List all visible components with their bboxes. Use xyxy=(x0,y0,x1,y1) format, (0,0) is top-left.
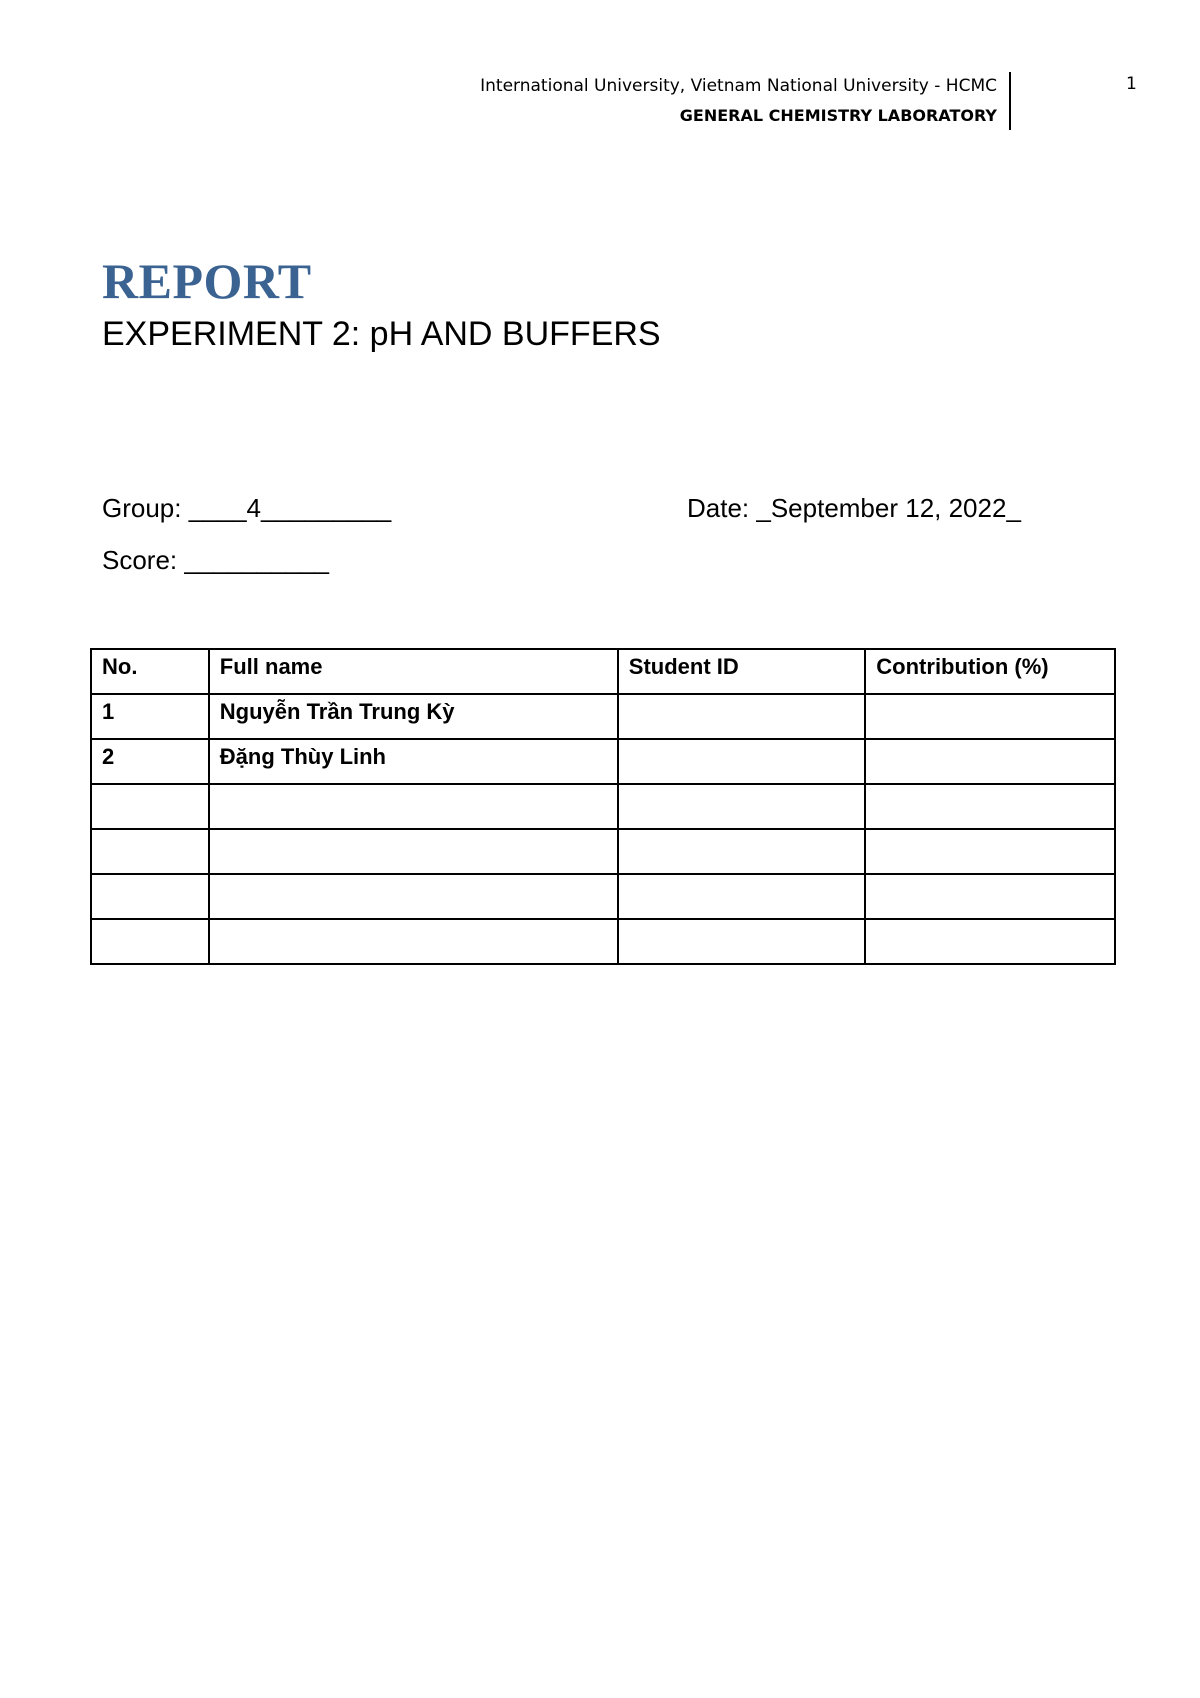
cell-student-id xyxy=(618,829,866,874)
cell-full-name: Đặng Thùy Linh xyxy=(209,739,618,784)
score-field: Score: __________ xyxy=(102,545,329,575)
cell-no xyxy=(91,874,209,919)
experiment-title: EXPERIMENT 2: pH AND BUFFERS xyxy=(102,315,661,353)
cell-student-id xyxy=(618,694,866,739)
cell-no xyxy=(91,829,209,874)
cell-student-id xyxy=(618,874,866,919)
group-field: Group: ____4_________ xyxy=(102,493,392,523)
cell-student-id xyxy=(618,784,866,829)
cell-full-name xyxy=(209,874,618,919)
header-full-name: Full name xyxy=(209,649,618,694)
members-table xyxy=(90,648,1116,965)
cell-contribution xyxy=(865,919,1115,964)
cell-full-name: Nguyễn Trần Trung Kỳ xyxy=(209,694,618,739)
cell-no xyxy=(91,784,209,829)
table-row xyxy=(91,829,1115,874)
cell-student-id xyxy=(618,739,866,784)
page-header xyxy=(480,72,1011,130)
header-institution: International University, Vietnam National University - HCMC xyxy=(480,76,997,96)
table-row xyxy=(91,874,1115,919)
cell-contribution xyxy=(865,829,1115,874)
table-row xyxy=(91,784,1115,829)
cell-full-name xyxy=(209,919,618,964)
table-row xyxy=(91,694,1115,739)
cell-full-name xyxy=(209,784,618,829)
table-row xyxy=(91,919,1115,964)
header-student-id: Student ID xyxy=(618,649,866,694)
cell-contribution xyxy=(865,694,1115,739)
cell-contribution xyxy=(865,784,1115,829)
header-no: No. xyxy=(91,649,209,694)
cell-no xyxy=(91,919,209,964)
cell-contribution xyxy=(865,739,1115,784)
page-number: 1 xyxy=(1126,74,1137,94)
report-title: REPORT xyxy=(102,253,312,309)
table-header-row xyxy=(91,649,1115,694)
cell-full-name xyxy=(209,829,618,874)
header-contribution: Contribution (%) xyxy=(865,649,1115,694)
date-field: Date: _September 12, 2022_ xyxy=(687,493,1021,523)
cell-no: 2 xyxy=(91,739,209,784)
cell-contribution xyxy=(865,874,1115,919)
cell-no: 1 xyxy=(91,694,209,739)
cell-student-id xyxy=(618,919,866,964)
table-row xyxy=(91,739,1115,784)
header-department: GENERAL CHEMISTRY LABORATORY xyxy=(679,106,997,125)
